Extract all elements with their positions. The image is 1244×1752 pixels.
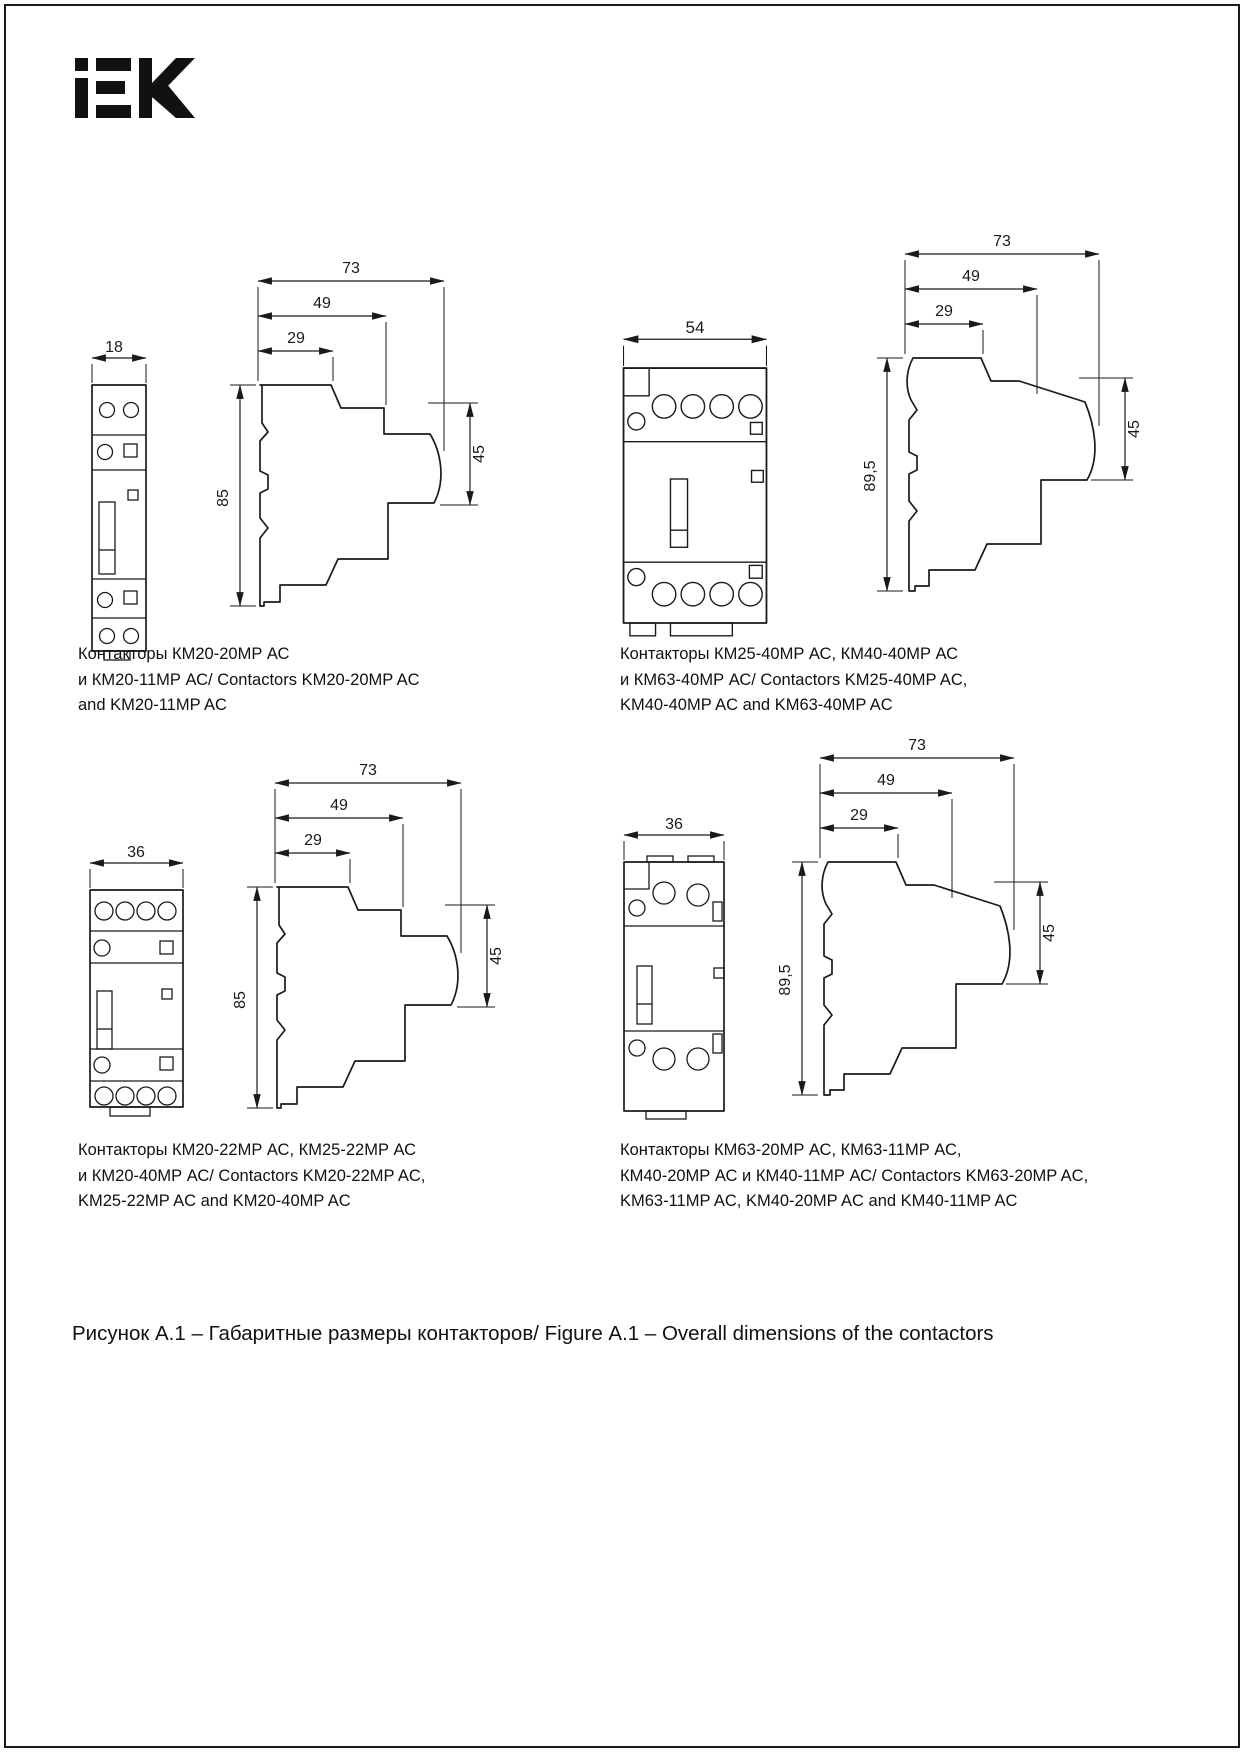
dimension-label: 49 xyxy=(962,268,980,285)
contactor-side-outline xyxy=(822,862,1010,1095)
dimension-label: 45 xyxy=(488,947,505,965)
caption-line: и КМ20-11МР АС/ Contactors KM20-20MP AC xyxy=(78,670,420,689)
dimension-label: 73 xyxy=(359,762,377,779)
dimension-label: 29 xyxy=(935,303,953,320)
dimension-label: 73 xyxy=(993,233,1011,250)
caption-line: Контакторы КМ20-20МР АС xyxy=(78,645,290,663)
dimension-label: 36 xyxy=(665,816,683,833)
group4-side-view xyxy=(774,730,1074,1150)
dimension-label: 29 xyxy=(850,807,868,824)
caption-line: Контакторы КМ63-20МР АС, КМ63-11МР АС, xyxy=(620,1141,962,1159)
dimension-label: 49 xyxy=(877,772,895,789)
iek-logo xyxy=(75,58,195,120)
logo-k-spine xyxy=(139,58,152,118)
dimension-label: 45 xyxy=(1041,924,1058,942)
caption-line: Контакторы КМ25-40МР АС, КМ40-40МР АС xyxy=(620,645,959,663)
group3-front-view xyxy=(84,844,189,1164)
dimension-label: 29 xyxy=(304,832,322,849)
dimension-label: 89,5 xyxy=(777,964,794,996)
contactor-front-outline xyxy=(92,385,146,660)
caption-line: КМ40-20МР АС и КМ40-11МР АС/ Contactors KM63-20MP AC, xyxy=(620,1166,1089,1185)
logo-i-dot xyxy=(75,58,88,71)
contactor-front-outline xyxy=(624,856,724,1119)
group4-front-view xyxy=(616,816,731,1136)
dimension-label: 73 xyxy=(342,260,360,277)
dimension-label: 45 xyxy=(471,445,488,463)
caption-line: KM63-11MP AC, KM40-20MP AC and KM40-11MP AC xyxy=(620,1192,1018,1210)
group3-caption xyxy=(78,1138,548,1215)
dimension-label: 49 xyxy=(330,797,348,814)
dimension-label: 54 xyxy=(685,317,705,337)
group2-side-view xyxy=(859,226,1159,646)
group3-side-view xyxy=(229,755,519,1155)
group1-front-view xyxy=(84,339,154,669)
contactor-front-outline xyxy=(624,368,767,636)
dimension-label: 85 xyxy=(232,991,249,1009)
figure-caption: Рисунок А.1 – Габаритные размеры контакторов/ Figure А.1 – Overall dimensions of the contactors xyxy=(72,1322,994,1345)
group2-caption xyxy=(620,642,1160,719)
dimension-label: 36 xyxy=(127,844,145,861)
group1-side-view xyxy=(212,253,502,653)
caption-line: и КМ63-40МР АС/ Contactors KM25-40MP AC, xyxy=(620,670,968,689)
dimension-label: 45 xyxy=(1126,420,1143,438)
contactor-side-outline xyxy=(260,385,441,606)
contactor-side-outline xyxy=(277,887,458,1108)
dimension-label: 49 xyxy=(313,295,331,312)
group4-caption xyxy=(620,1138,1180,1215)
logo-i-bar xyxy=(75,78,88,118)
caption-line: Контакторы КМ20-22МР АС, КМ25-22МР АС xyxy=(78,1141,417,1159)
caption-line: and KM20-11MP AC xyxy=(78,696,227,714)
dimension-label: 73 xyxy=(908,737,926,754)
contactor-front-outline xyxy=(90,890,183,1116)
dimension-label: 18 xyxy=(105,339,123,356)
dimension-label: 85 xyxy=(215,489,232,507)
dimension-label: 29 xyxy=(287,330,305,347)
logo-e-bar xyxy=(96,58,131,71)
logo-k-lower-diag xyxy=(152,83,195,118)
caption-line: KM40-40MP AC and KM63-40MP AC xyxy=(620,696,893,714)
group2-front-view xyxy=(615,319,775,671)
logo-e-bar xyxy=(96,81,125,94)
group1-caption xyxy=(78,642,548,719)
logo-e-bar xyxy=(96,105,131,118)
caption-line: KM25-22MP AC and KM20-40MP AC xyxy=(78,1192,351,1210)
dimension-label: 89,5 xyxy=(862,460,879,492)
caption-line: и КМ20-40МР АС/ Contactors KM20-22MP AC, xyxy=(78,1166,426,1185)
contactor-side-outline xyxy=(907,358,1095,591)
